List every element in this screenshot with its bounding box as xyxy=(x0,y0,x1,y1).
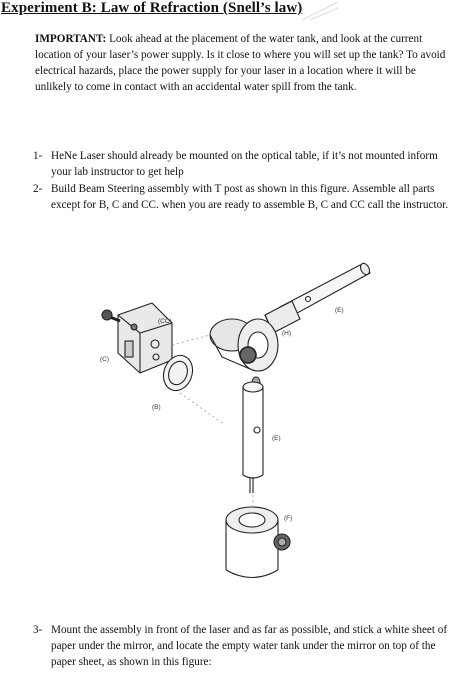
step-text: HeNe Laser should already be mounted on the optical table, if it’s not mounted inform your lab instructor to get help xyxy=(51,150,438,178)
step-number: 2- xyxy=(33,183,43,195)
label-f: (F) xyxy=(284,515,293,522)
step-number: 3- xyxy=(33,624,43,636)
step-number: 1- xyxy=(33,150,43,162)
label-e-post: (E) xyxy=(272,435,281,442)
label-b: (B) xyxy=(152,404,161,411)
label-cc: (CC) xyxy=(158,318,172,325)
post-holder-f xyxy=(226,507,293,578)
important-text: Look ahead at the placement of the water tank, and look at the current location of your laser’s power supply. Is it close to where you will set up the tank? To avoid electrical hazards, place the power supply for your laser in a location where it will be unlikely to come in contact with an accidental water spill from the tank. xyxy=(35,33,446,93)
step-2 xyxy=(33,181,453,213)
post-e xyxy=(243,382,263,493)
page-title: Experiment B: Law of Refraction (Snell’s law) xyxy=(1,0,303,16)
step-text: Build Beam Steering assembly with T post as shown in this figure. Assemble all parts except for B, C and CC. when you are ready to assemble B, C and CC call the instructor. xyxy=(51,183,449,211)
right-angle-clamp xyxy=(210,319,278,371)
beam-steering-assembly-figure xyxy=(60,245,390,600)
kinematic-mount-cc xyxy=(102,303,172,373)
step-1 xyxy=(33,148,453,180)
step-text: Mount the assembly in front of the laser and as far as possible, and stick a white sheet of paper under the mirror, and locate the empty water tank under the mirror on top of the paper sheet, as shown in this figure: xyxy=(51,624,448,668)
label-h: (H) xyxy=(282,330,292,337)
important-note xyxy=(35,31,455,95)
corner-decoration xyxy=(300,0,340,22)
important-label: IMPORTANT: xyxy=(35,33,107,45)
label-e-rod: (E) xyxy=(335,307,344,314)
step-3 xyxy=(33,622,453,670)
label-c: (C) xyxy=(100,356,110,363)
